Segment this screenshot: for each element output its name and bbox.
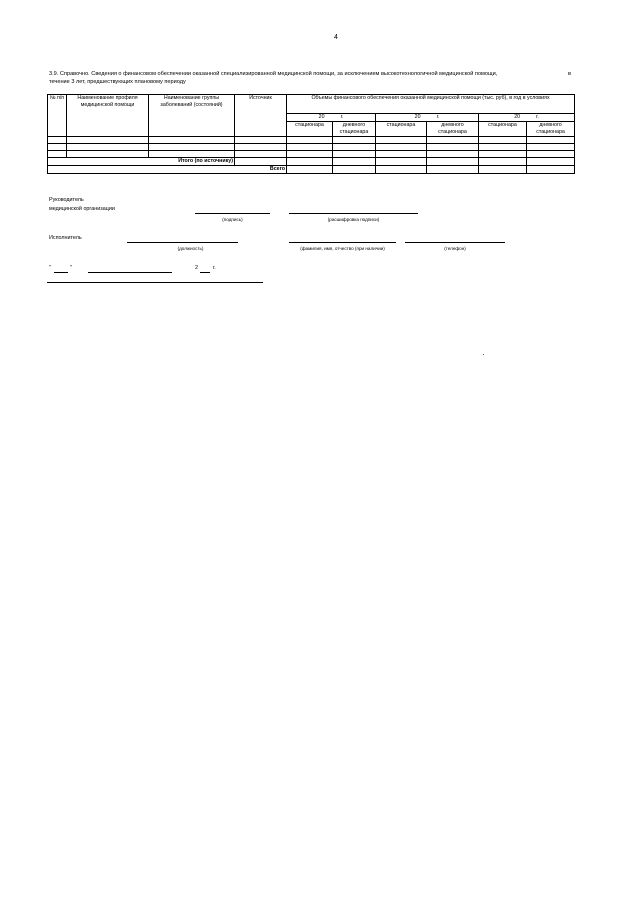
sub-header-day-hospital: дневного стационара <box>333 122 376 137</box>
total-by-source-row <box>48 158 575 166</box>
phone-line <box>405 242 505 243</box>
sub-header-day-hospital: дневного стационара <box>527 122 575 137</box>
caption-position: (должность) <box>177 246 204 251</box>
sub-header-hospital: стационара <box>287 122 333 137</box>
caption-phone: (телефон) <box>444 246 466 251</box>
year-header-1: 20 г. <box>287 114 376 122</box>
grand-total-row <box>48 166 575 174</box>
section-heading <box>49 70 579 86</box>
year-header-3: 20 г. <box>479 114 575 122</box>
caption-decoding: (расшифровка подписи) <box>327 217 380 222</box>
heading-line-2: течение 3 лет, предшествующих плановому периоду <box>49 79 186 85</box>
date-year-prefix: 2 <box>195 265 198 271</box>
scan-speck <box>483 354 484 355</box>
executor-label: Исполнитель <box>49 235 82 241</box>
table-row <box>48 144 575 151</box>
heading-line-1-tail: в <box>568 71 571 77</box>
col-header-source: Источник <box>235 95 287 137</box>
date-year-suffix: г. <box>213 265 216 271</box>
date-year-line <box>200 272 210 273</box>
sub-header-hospital: стационара <box>376 122 427 137</box>
fio-line <box>289 242 396 243</box>
year-header-2: 20 г. <box>376 114 479 122</box>
signature-line <box>195 213 270 214</box>
caption-fio: (фамилия, имя, отчество (при наличии) <box>300 246 385 251</box>
table-row <box>48 151 575 158</box>
col-header-disease-group: Наименование группы заболеваний (состояний) <box>149 95 235 137</box>
date-open-quote: " <box>49 265 51 271</box>
col-header-volumes: Объемы финансового обеспечения оказанной медицинской помощи (тыс. руб), в год в условиях <box>287 95 575 114</box>
caption-signature: (подпись) <box>222 217 243 222</box>
sub-header-hospital: стационара <box>479 122 527 137</box>
date-month-line <box>88 272 172 273</box>
grand-total-label: Всего <box>48 166 287 174</box>
page-number: 4 <box>334 34 338 41</box>
total-by-source-label: Итого (по источнику) <box>48 158 235 166</box>
table-row <box>48 137 575 144</box>
date-underline <box>47 282 263 283</box>
head-label-line-2: медицинской организации <box>49 206 115 212</box>
financing-table <box>47 94 575 174</box>
col-header-number: № п/п <box>48 95 67 137</box>
heading-line-1: 3.9. Справочно. Сведения о финансовом обеспечении оказанной специализированной медицинской помощи, за исключением высокотехнологичной медицинской помощи, <box>49 71 498 77</box>
position-line <box>127 242 238 243</box>
date-close-quote: " <box>70 265 72 271</box>
head-label-line-1: Руководитель <box>49 197 84 203</box>
date-day-line <box>54 272 68 273</box>
sub-header-day-hospital: дневного стационара <box>427 122 479 137</box>
signature-decoding-line <box>289 213 418 214</box>
col-header-profile: Наименование профиля медицинской помощи <box>67 95 149 137</box>
